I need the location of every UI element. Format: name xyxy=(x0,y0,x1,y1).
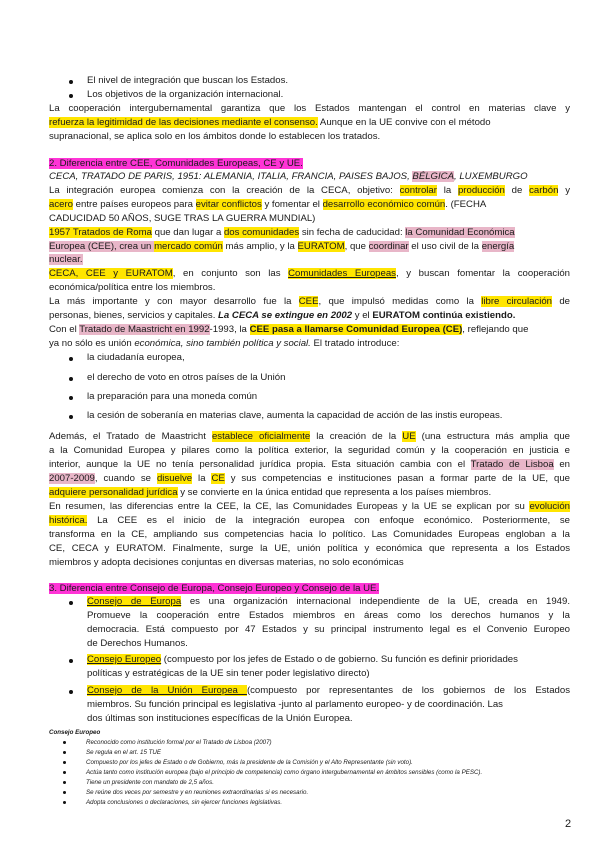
paragraph-line: adquiere personalidad jurídica y se convierte en la única entidad que representa a los países miembros. xyxy=(49,487,492,498)
treaty-bullet: la cesión de soberanía en materias clave, aumenta la capacidad de acción de las instis europeas. xyxy=(87,410,503,421)
intro-paragraph-line: refuerza la legitimidad de las decisiones mediante el consenso. Aunque en la UE convive con el método xyxy=(49,117,491,128)
paragraph-line: interior, aunque la UE no tenía personalidad jurídica propia. Esta situación cambia con el Tratado de Lisboa en xyxy=(49,459,571,470)
bullet-dot xyxy=(63,741,66,744)
paragraph-line: económica/política entre los miembros. xyxy=(49,282,216,293)
intro-bullet: Los objetivos de la organización internacional. xyxy=(87,89,284,100)
note-item: Tiene un presidente con mandato de 2,5 años. xyxy=(86,779,214,786)
bullet-dot xyxy=(69,659,73,663)
intro-paragraph-line: supranacional, se aplica solo en los ámbitos donde lo establecen los tratados. xyxy=(49,131,381,142)
intro-paragraph-line: La cooperación intergubernamental garantiza que los Estados mantengan el control en materias clave y xyxy=(49,103,570,114)
council-bullet: Consejo de Europa es una organización internacional independiente de la UE, creada en 1949. xyxy=(87,596,570,607)
paragraph-line: CECA, CEE y EURATOM, en conjunto son las Comunidades Europeas, y buscan fomentar la cooperación xyxy=(49,268,570,279)
summary-line: transforma en la CE, ampliando sus competencias hacia lo político. Las Comunidades Europeas engloban a la xyxy=(49,529,570,540)
paragraph-line: acero entre países europeos para evitar conflictos y fomentar el desarrollo económico común. (FECHA xyxy=(49,199,487,210)
bullet-dot xyxy=(69,357,73,361)
bullet-dot xyxy=(63,781,66,784)
paragraph-line: a la Comunidad Europea y pilares como la política exterior, la seguridad común y la cooperación en justicia e xyxy=(49,445,570,456)
section-3-heading: 3. Diferencia entre Consejo de Europa, Consejo Europeo y Consejo de la UE. xyxy=(49,583,380,594)
summary-line: histórica. La CEE es el inicio de la integración europea con enfoque económico. Posteriormente, se xyxy=(49,515,570,526)
ceca-line: CECA, TRATADO DE PARIS, 1951: ALEMANIA, ITALIA, FRANCIA, PAISES BAJOS, BÉLGICA, LUXEMBURGO xyxy=(49,171,528,182)
treaty-bullet: la ciudadanía europea, xyxy=(87,352,185,363)
treaty-bullet: el derecho de voto en otros países de la Unión xyxy=(87,372,286,383)
paragraph-line: personas, bienes, servicios y capitales. La CECA se extingue en 2002 y el EURATOM continúa existiendo. xyxy=(49,310,516,321)
summary-line: CE, CECA y EURATOM. Finalmente, surge la UE, unión política y económica que representa a los Estados xyxy=(49,543,570,554)
bullet-dot xyxy=(69,80,73,84)
note-item: Adopta conclusiones o declaraciones, sin ejercer funciones legislativas. xyxy=(86,799,283,806)
bullet-dot xyxy=(63,751,66,754)
council-bullet: Consejo Europeo (compuesto por los jefes de Estado o de gobierno. Su función es definir prioridades xyxy=(87,654,518,665)
paragraph-line: CADUCIDAD 50 AÑOS, SUGE TRAS LA GUERRA MUNDIAL) xyxy=(49,213,316,224)
bullet-dot xyxy=(63,791,66,794)
council-bullet-line: Promueve la cooperación entre Estados miembros en áreas como los derechos humanos y la xyxy=(87,610,570,621)
paragraph-line: Con el Tratado de Maastricht en 1992-1993, la CEE pasa a llamarse Comunidad Europea (CE), reflejando que xyxy=(49,324,529,335)
section-2-heading: 2. Diferencia entre CEE, Comunidades Europeas, CE y UE. xyxy=(49,158,303,169)
note-item: Se reúne dos veces por semestre y en reuniones extraordinarias si es necesario. xyxy=(86,789,309,796)
paragraph-line: 2007-2009, cuando se disuelve la CE y sus competencias e instituciones pasan a formar parte de la UE, que xyxy=(49,473,570,484)
intro-bullet: El nivel de integración que buscan los Estados. xyxy=(87,75,289,86)
note-item: Compuesto por los jefes de Estado o de Gobierno, más la presidente de la Comisión y el Alto Representante (sin voto). xyxy=(86,759,413,766)
paragraph-line: Además, el Tratado de Maastricht establece oficialmente la creación de la UE (una estructura más amplia que xyxy=(49,431,570,442)
council-bullet-line: dos últimas son instituciones específicas de la Unión Europea. xyxy=(87,713,353,724)
note-item: Actúa tanto como institución europea (bajo el principio de competencia) como órgano intergubernamental en ámbitos sensibles (como la PESC). xyxy=(86,769,483,776)
council-bullet-line: miembros. Su función principal es legislativa -junto al parlamento europeo- y de coordinación. Las xyxy=(87,699,503,710)
treaty-bullet: la preparación para una moneda común xyxy=(87,391,258,402)
council-bullet-line: de Derechos Humanos. xyxy=(87,638,188,649)
bullet-dot xyxy=(63,801,66,804)
paragraph-line: 1957 Tratados de Roma que dan lugar a dos comunidades sin fecha de caducidad: la Comunidad Económica xyxy=(49,227,515,238)
council-bullet: Consejo de la Unión Europea (compuesto por representantes de los gobiernos de los Estados xyxy=(87,685,570,696)
bullet-dot xyxy=(69,396,73,400)
bullet-dot xyxy=(69,94,73,98)
paragraph-line: La más importante y con mayor desarrollo fue la CEE, que impulsó medidas como la libre circulación de xyxy=(49,296,570,307)
paragraph-line: ya no sólo es unión económica, sino también política y social. El tratado introduce: xyxy=(49,338,400,349)
summary-line: En resumen, las diferencias entre la CEE, la CE, las Comunidades Europeas y la UE se explican por su evolución xyxy=(49,501,570,512)
page-number: 2 xyxy=(565,818,572,830)
bullet-dot xyxy=(69,690,73,694)
paragraph-line: Europea (CEE), crea un mercado común más amplio, y la EURATOM, que coordinar el uso civil de la energía xyxy=(49,241,515,252)
note-item: Se regula en el art. 15 TUE xyxy=(86,749,161,756)
bullet-dot xyxy=(63,761,66,764)
note-item: Reconocido como institución formal por el Tratado de Lisboa (2007) xyxy=(86,739,272,746)
bullet-dot xyxy=(69,377,73,381)
notes-title: Consejo Europeo xyxy=(49,729,101,736)
paragraph-line: nuclear. xyxy=(49,254,83,265)
bullet-dot xyxy=(63,771,66,774)
summary-line: miembros y adopta decisiones conjuntas en diversas materias, no solo económicas xyxy=(49,557,404,568)
bullet-dot xyxy=(69,415,73,419)
bullet-dot xyxy=(69,601,73,605)
paragraph-line: La integración europea comienza con la creación de la CECA, objetivo: controlar la producción de carbón y xyxy=(49,185,570,196)
council-bullet-line: democracia. Está compuesto por 47 Estados y su principal instrumento legal es el Convenio Europeo xyxy=(87,624,570,635)
council-bullet-line: políticas y estratégicas de la UE sin tener poder legislativo directo) xyxy=(87,668,370,679)
